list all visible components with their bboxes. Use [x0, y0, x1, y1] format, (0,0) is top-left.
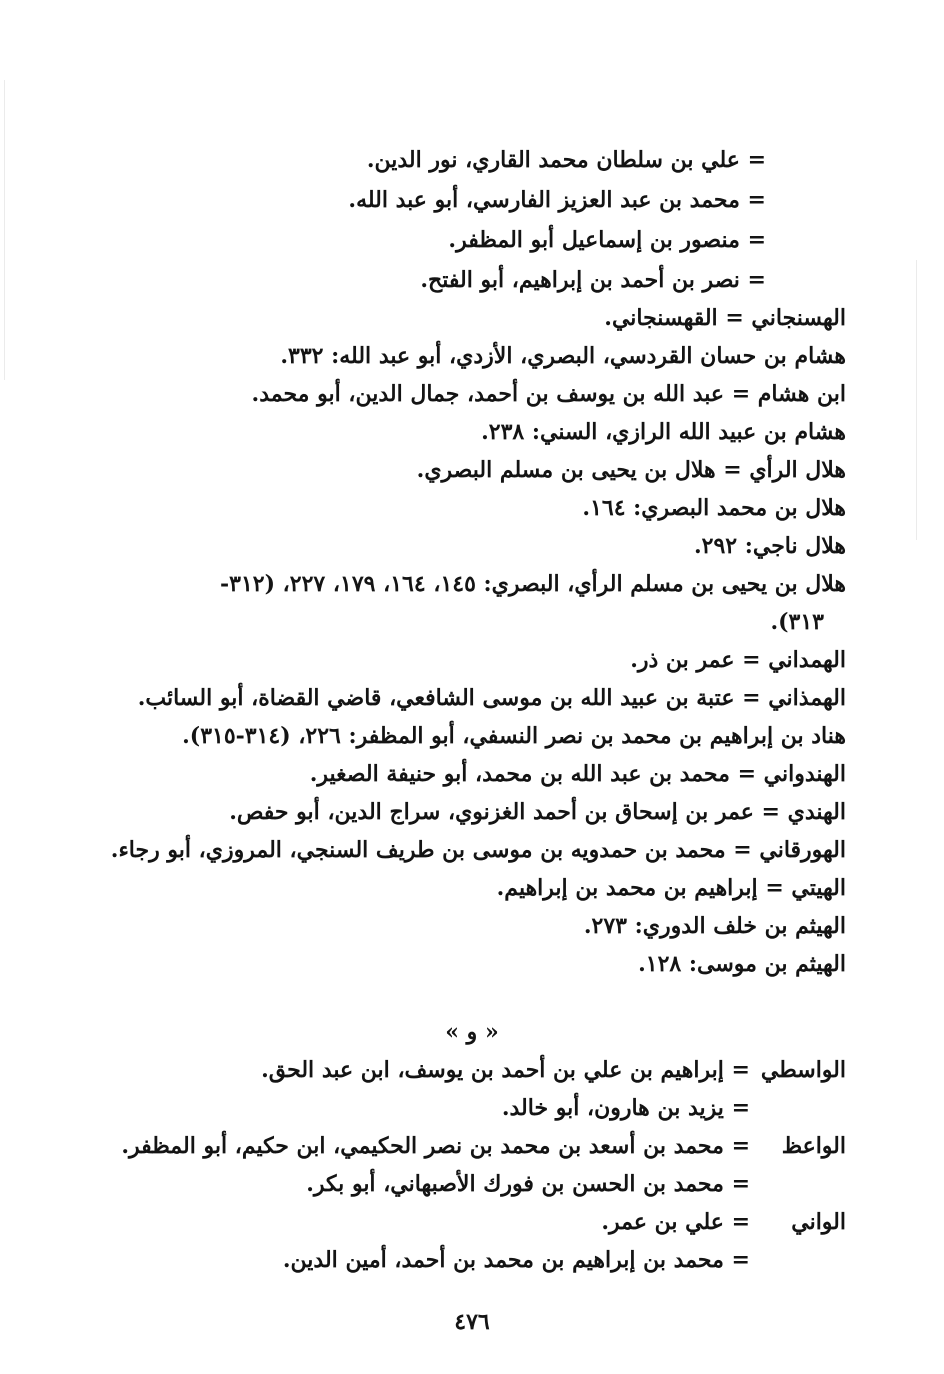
entry-line: هشام بن عبيد الله الرازي، السني: ٢٣٨.: [481, 419, 846, 445]
entry-line: = منصور بن إسماعيل أبو المظفر.: [448, 227, 766, 253]
entry-line: هلال الرأي = هلال بن يحيى بن مسلم البصري.: [416, 457, 846, 483]
entry-line: هناد بن إبراهيم بن محمد بن نصر النسفي، أبو المظفر: ٢٢٦، (٣١٤-٣١٥).: [182, 723, 846, 749]
entry-text: = علي بن عمر.: [601, 1209, 750, 1235]
entry-text: = محمد بن إبراهيم بن محمد بن أحمد، أمين الدين.: [282, 1247, 750, 1273]
entry-line: هلال بن يحيى بن مسلم الرأي، البصري: ١٤٥، ١٦٤، ١٧٩، ٢٢٧، (٣١٢-: [220, 571, 846, 597]
entry-line: الهمذاني = عتبة بن عبيد الله بن موسى الشافعي، قاضي القضاة، أبو السائب.: [137, 685, 846, 711]
entry-line: = محمد بن عبد العزيز الفارسي، أبو عبد الله.: [348, 187, 766, 213]
entry-text: = محمد بن الحسن بن فورك الأصبهاني، أبو بكر.: [306, 1171, 750, 1197]
entry-line: هلال بن محمد البصري: ١٦٤.: [582, 495, 846, 521]
entry-text: = محمد بن أسعد بن محمد بن نصر الحكيمي، ابن حكيم، أبو المظفر.: [121, 1133, 750, 1159]
entry-line: هلال ناجي: ٢٩٢.: [693, 533, 846, 559]
entry-line: الهيثم بن موسى: ١٢٨.: [638, 951, 846, 977]
entry-line: هشام بن حسان القردسي، البصري، الأزدي، أبو عبد الله: ٣٣٢.: [280, 343, 846, 369]
scan-edge-mark: [916, 260, 917, 540]
entry-line: الهندي = عمر بن إسحاق بن أحمد الغزنوي، سراج الدين، أبو حفص.: [229, 799, 846, 825]
entry-text: = يزيد بن هارون، أبو خالد.: [501, 1095, 750, 1121]
page-number: ٤٧٦: [454, 1309, 490, 1335]
entry-label: الواني: [791, 1209, 846, 1235]
entry-line: الهندواني = محمد بن عبد الله بن محمد، أبو حنيفة الصغير.: [309, 761, 846, 787]
entry-line: ابن هشام = عبد الله بن يوسف بن أحمد، جمال الدين، أبو محمد.: [251, 381, 846, 407]
entry-line: الهورقاني = محمد بن حمدويه بن موسى بن طريف السنجي، المروزي، أبو رجاء.: [110, 837, 846, 863]
scan-edge-mark: [4, 80, 5, 380]
entry-text: = إبراهيم بن علي بن أحمد بن يوسف، ابن عبد الحق.: [261, 1057, 750, 1083]
entry-label: الواعظ: [781, 1133, 846, 1159]
entry-line: = علي بن سلطان محمد القاري، نور الدين.: [366, 147, 766, 173]
entry-line: الهيتي = إبراهيم بن محمد بن إبراهيم.: [496, 875, 846, 901]
entry-line: الهمداني = عمر بن ذر.: [630, 647, 846, 673]
entry-line: الهيثم بن خلف الدوري: ٢٧٣.: [583, 913, 846, 939]
entry-line: الهسنجاني = القهسنجاني.: [604, 305, 846, 331]
entry-label: الواسطي: [760, 1057, 846, 1083]
entry-line: = نصر بن أحمد بن إبراهيم، أبو الفتح.: [420, 267, 766, 293]
section-heading-waw: « و »: [445, 1019, 499, 1045]
entry-line-continuation: ٣١٣).: [770, 609, 824, 635]
